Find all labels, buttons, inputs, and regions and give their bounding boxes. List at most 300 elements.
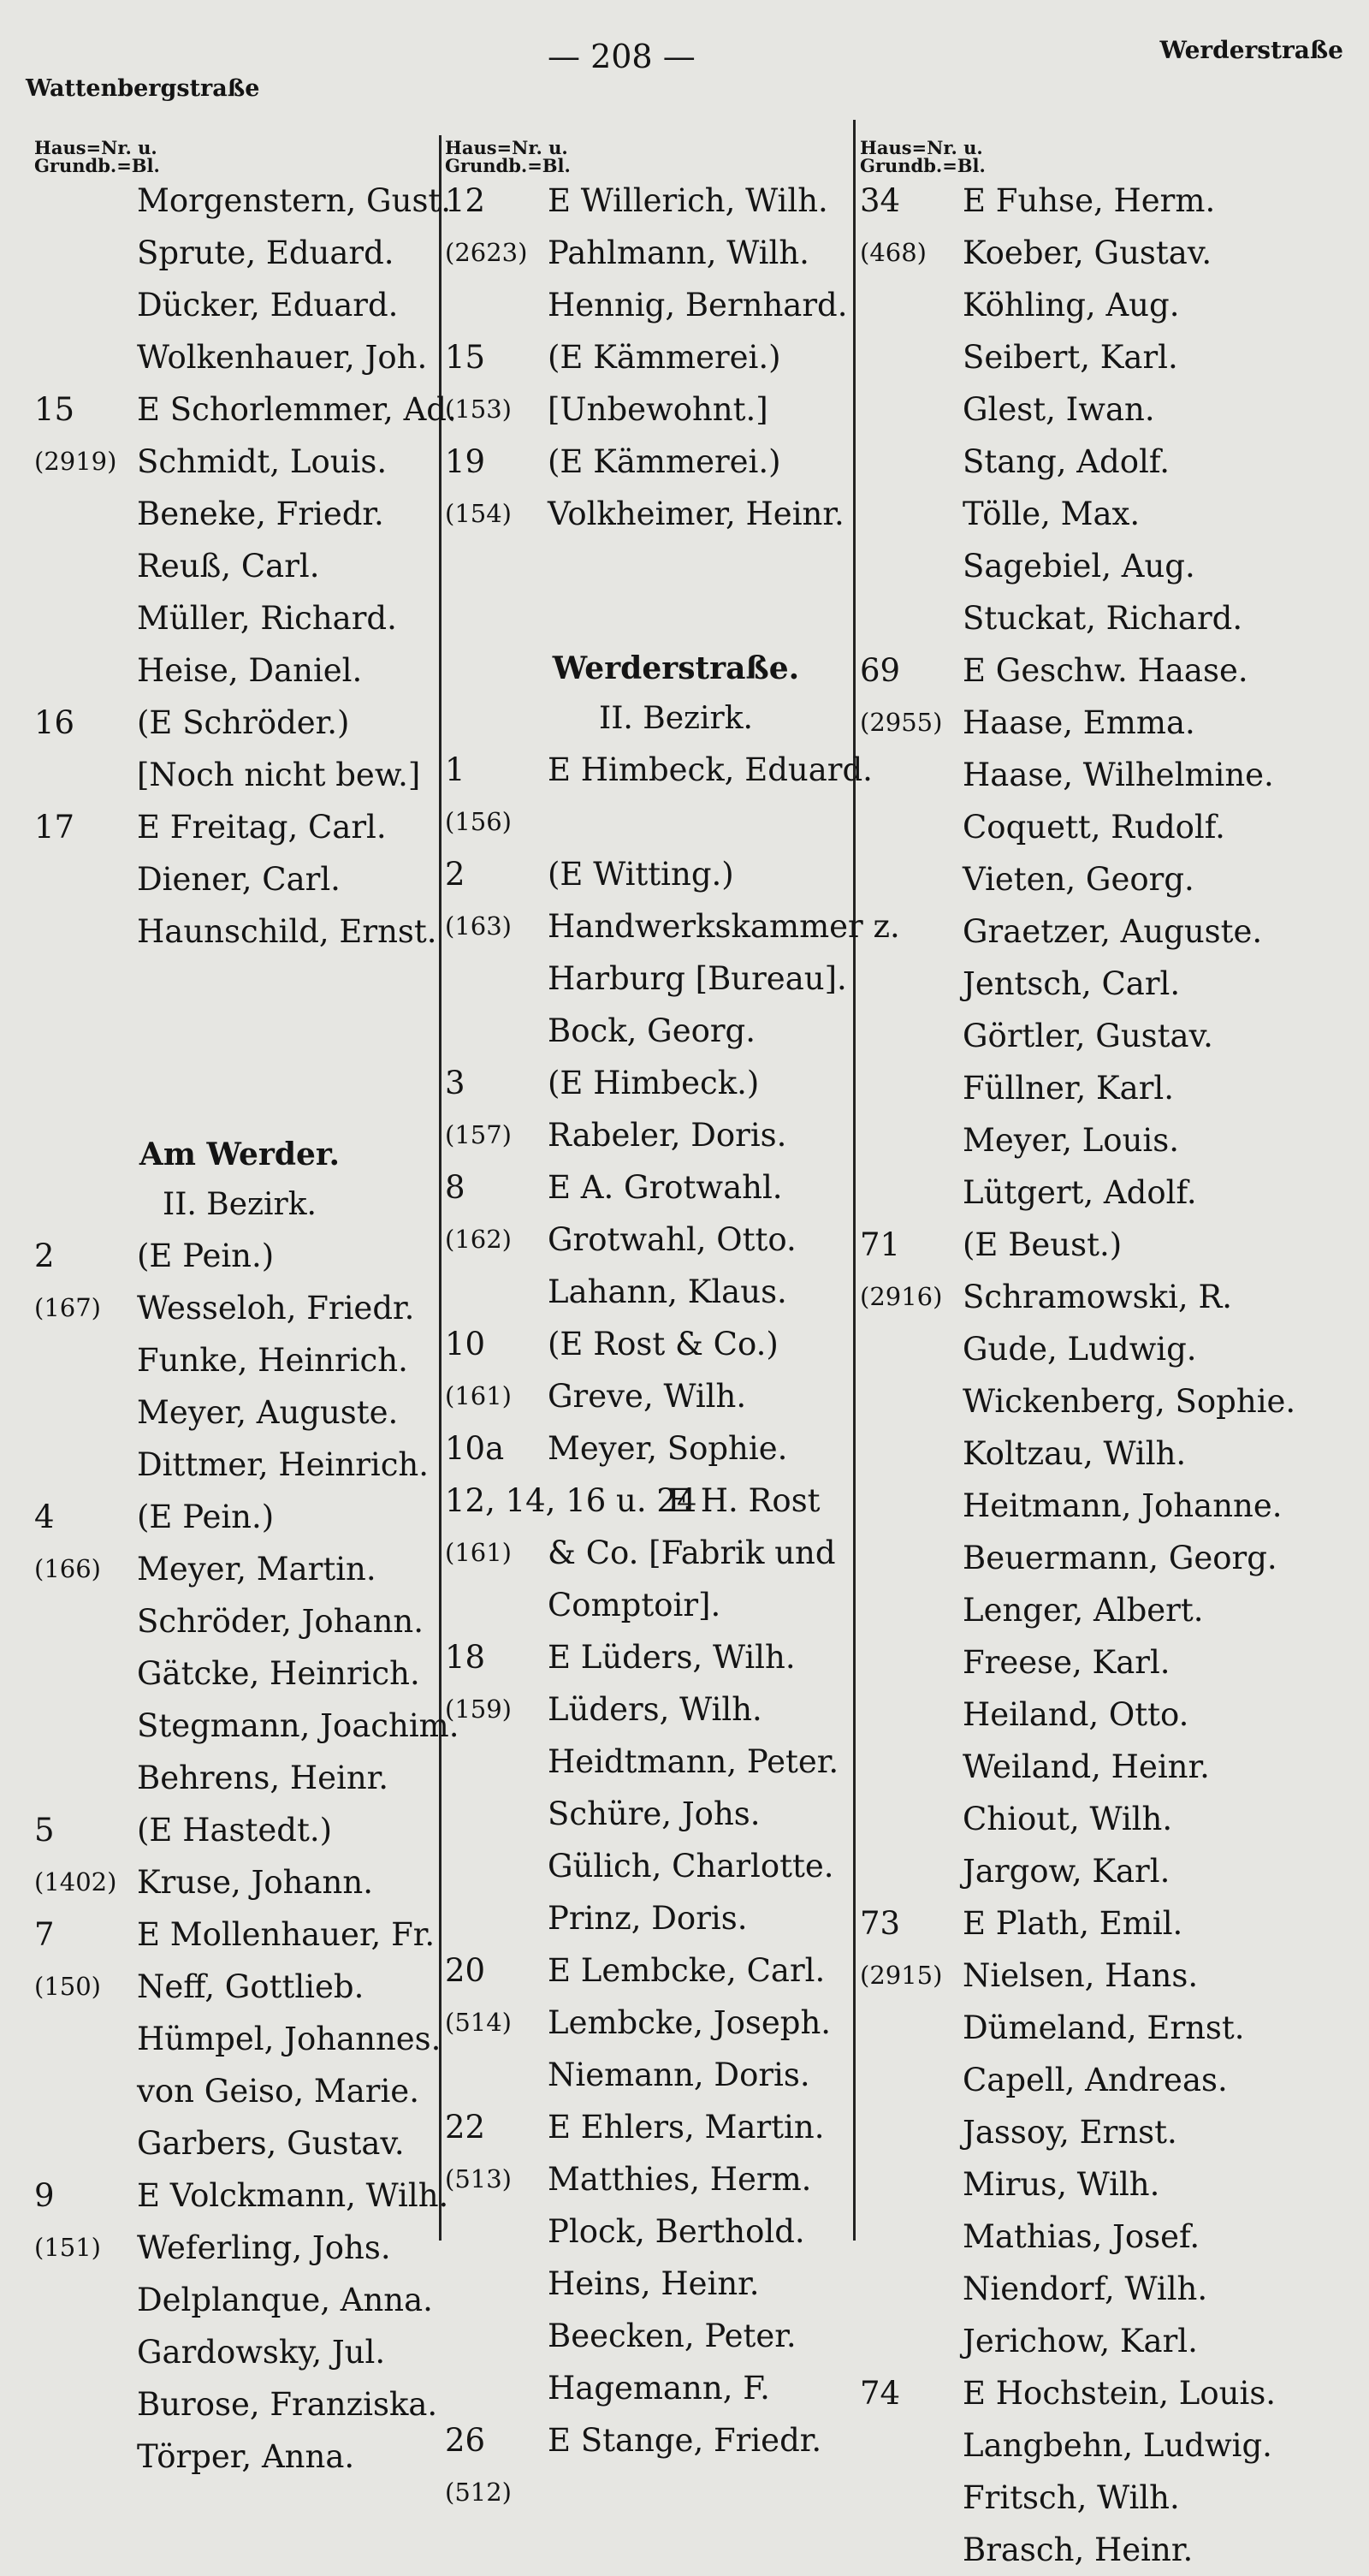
directory-entry [445, 1840, 907, 1892]
directory-entry [34, 1700, 459, 1752]
entry-text: Meyer, Martin. [137, 1551, 376, 1588]
entry-text: [Unbewohnt.] [548, 391, 768, 428]
entry-text: E Schorlemmer, Ad. [137, 391, 457, 428]
land-register-number: (151) [34, 2233, 101, 2262]
house-number: 8 [445, 1169, 465, 1206]
house-number: 69 [860, 652, 901, 689]
entry-text: Füllner, Karl. [963, 1070, 1175, 1107]
directory-entry [860, 853, 1365, 905]
entry-text: Sprute, Eduard. [137, 234, 394, 271]
house-number: 18 [445, 1639, 486, 1676]
directory-entry [860, 1271, 1365, 1323]
entry-text: E Ehlers, Martin. [548, 2109, 825, 2146]
entry-text: Gätcke, Heinrich. [137, 1655, 420, 1692]
directory-entry [34, 1334, 445, 1386]
directory-entry [445, 1422, 907, 1475]
land-register-number: (153) [445, 395, 512, 424]
land-register-number: (166) [34, 1554, 101, 1583]
entry-text: Chiout, Wilh. [963, 1801, 1173, 1837]
directory-entry [34, 2431, 445, 2483]
entry-text: Glest, Iwan. [963, 391, 1155, 428]
entry-text: (E Pein.) [137, 1499, 275, 1535]
directory-entry [445, 2049, 907, 2101]
entry-text: Haunschild, Ernst. [137, 913, 437, 950]
entry-text: Reuß, Carl. [137, 548, 320, 585]
directory-entry [445, 227, 907, 279]
directory-entry [34, 1282, 445, 1334]
directory-entry [445, 383, 907, 436]
directory-entry [34, 1752, 445, 1804]
directory-entry [860, 1532, 1365, 1584]
house-number: 16 [34, 704, 75, 741]
house-number: 34 [860, 182, 901, 219]
entry-text: Niemann, Doris. [548, 2057, 810, 2093]
directory-entry [860, 801, 1365, 853]
directory-entry [445, 900, 907, 953]
entry-text: E Plath, Emil. [963, 1905, 1183, 1942]
entry-list [34, 175, 457, 958]
entry-text: Greve, Wilh. [548, 1378, 747, 1415]
directory-entry [34, 2065, 445, 2117]
land-register-number: (2915) [860, 1961, 943, 1990]
entry-text: Lahann, Klaus. [548, 1273, 787, 1310]
land-register-number: (161) [445, 1381, 512, 1410]
directory-entry [34, 436, 445, 488]
directory-entry [34, 697, 445, 749]
directory-entry [34, 2117, 445, 2169]
entry-text: (E Pein.) [137, 1238, 275, 1274]
entry-list [445, 175, 907, 540]
directory-entry [445, 436, 907, 488]
directory-entry [34, 1908, 445, 1961]
entry-text: Kruse, Johann. [137, 1864, 373, 1901]
entry-text: (E Witting.) [548, 856, 734, 893]
entry-text: E Lembcke, Carl. [548, 1952, 826, 1989]
directory-entry [860, 540, 1365, 592]
entry-text: Gardowsky, Jul. [137, 2334, 386, 2371]
directory-entry [34, 1230, 445, 1282]
column-2 [445, 120, 907, 2519]
entry-text: Lembcke, Joseph. [548, 2004, 832, 2041]
directory-entry [34, 227, 445, 279]
directory-entry [445, 331, 907, 383]
directory-entry [860, 1114, 1365, 1166]
house-number: 26 [445, 2422, 486, 2459]
entry-text: Bock, Georg. [548, 1012, 756, 1049]
house-number: 7 [34, 1916, 55, 1953]
directory-entry [34, 1961, 445, 2013]
house-number: 5 [34, 1812, 55, 1849]
entry-text: Neff, Gottlieb. [137, 1968, 364, 2005]
directory-entry [34, 592, 445, 644]
directory-entry [860, 1950, 1365, 2002]
land-register-number: (154) [445, 499, 512, 528]
entry-text: Stuckat, Richard. [963, 600, 1243, 637]
directory-entry [34, 1647, 445, 1700]
directory-entry [445, 1005, 907, 1057]
entry-text: Harburg [Bureau]. [548, 960, 847, 997]
directory-entry [860, 1480, 1365, 1532]
entry-text: Gülich, Charlotte. [548, 1848, 834, 1885]
directory-entry [445, 2205, 907, 2258]
directory-entry [860, 2263, 1365, 2315]
directory-entry [34, 2222, 445, 2274]
directory-entry [34, 905, 445, 958]
section-title: Am Werder. [139, 1137, 341, 1172]
house-number: 74 [860, 2375, 901, 2412]
land-register-number: (150) [34, 1972, 101, 2001]
directory-entry [34, 749, 445, 801]
entry-text: (E Kämmerei.) [548, 339, 781, 376]
entry-text: Stang, Adolf. [963, 443, 1170, 480]
entry-text: Beuermann, Georg. [963, 1540, 1277, 1576]
entry-text: E Freitag, Carl. [137, 809, 387, 846]
entry-text: E Geschw. Haase. [963, 652, 1248, 689]
directory-entry [860, 2524, 1365, 2576]
directory-entry [34, 2378, 445, 2431]
directory-entry [445, 1997, 907, 2049]
directory-entry [445, 796, 907, 848]
directory-entry [860, 644, 1365, 697]
directory-entry [860, 227, 1365, 279]
directory-entry [445, 1318, 907, 1370]
directory-entry [445, 1788, 907, 1840]
house-number: 10a [445, 1430, 505, 1467]
entry-text: Schröder, Johann. [137, 1603, 424, 1640]
directory-entry [34, 1386, 445, 1439]
column-heading: Haus=Nr. u. Grundb.=Bl. [445, 137, 571, 176]
entry-text: Gude, Ludwig. [963, 1331, 1197, 1368]
entry-text: Dittmer, Heinrich. [137, 1446, 430, 1483]
directory-entry [445, 2362, 907, 2414]
house-number: 71 [860, 1226, 901, 1263]
entry-text: E Stange, Friedr. [548, 2422, 822, 2459]
directory-entry [860, 436, 1365, 488]
house-number: 15 [445, 339, 486, 376]
entry-text: Volkheimer, Heinr. [548, 496, 845, 532]
entry-text: Wolkenhauer, Joh. [137, 339, 428, 376]
directory-entry [445, 1579, 907, 1631]
house-number: 73 [860, 1905, 901, 1942]
entry-text: Capell, Andreas. [963, 2062, 1228, 2098]
entry-text: (E Hastedt.) [137, 1812, 333, 1849]
directory-entry [34, 1804, 445, 1856]
entry-text: Tölle, Max. [963, 496, 1141, 532]
entry-text: E A. Grotwahl. [548, 1169, 783, 1206]
directory-entry [445, 2414, 907, 2466]
directory-entry [445, 953, 907, 1005]
entry-text: Beneke, Friedr. [137, 496, 384, 532]
directory-entry [860, 331, 1365, 383]
entry-text: Freese, Karl. [963, 1644, 1170, 1681]
entry-text: E Fuhse, Herm. [963, 182, 1216, 219]
directory-entry [445, 1892, 907, 1944]
directory-entry [34, 331, 445, 383]
entry-text: Delplanque, Anna. [137, 2282, 433, 2318]
directory-entry [860, 1741, 1365, 1793]
entry-text: Garbers, Gustav. [137, 2125, 405, 2162]
directory-entry [34, 2274, 445, 2326]
land-register-number: (2919) [34, 447, 117, 476]
entry-text: Brasch, Heinr. [963, 2531, 1194, 2568]
entry-text: Heise, Daniel. [137, 652, 363, 689]
directory-entry [34, 853, 445, 905]
directory-entry [445, 2466, 907, 2519]
directory-entry [860, 2002, 1365, 2054]
entry-text: E Lüders, Wilh. [548, 1639, 796, 1676]
entry-text: (E Beust.) [963, 1226, 1123, 1263]
directory-entry [34, 1439, 445, 1491]
directory-entry [445, 1370, 907, 1422]
entry-text: Funke, Heinrich. [137, 1342, 408, 1379]
directory-entry [34, 488, 445, 540]
running-head-right: Werderstraße [1159, 36, 1343, 64]
directory-entry [445, 744, 907, 796]
directory-entry [445, 1527, 907, 1579]
entry-text: E Willerich, Wilh. [548, 182, 828, 219]
entry-text: Lüders, Wilh. [548, 1691, 762, 1728]
directory-entry [445, 1475, 907, 1527]
directory-entry [34, 1543, 445, 1595]
directory-entry [34, 2326, 445, 2378]
entry-text: E Mollenhauer, Fr. [137, 1916, 436, 1953]
entry-text: Nielsen, Hans. [963, 1957, 1199, 1994]
directory-entry [34, 2169, 449, 2222]
entry-text: Heiland, Otto. [963, 1696, 1189, 1733]
entry-text: Hagemann, F. [548, 2370, 770, 2407]
entry-text: Törper, Anna. [137, 2438, 355, 2475]
directory-entry [34, 1491, 445, 1543]
directory-entry [860, 383, 1365, 436]
directory-entry [445, 2101, 907, 2153]
entry-text: Wickenberg, Sophie. [963, 1383, 1296, 1420]
land-register-number: (157) [445, 1120, 512, 1149]
directory-entry [860, 1584, 1365, 1636]
directory-entry [34, 2013, 445, 2065]
entry-text: Schramowski, R. [963, 1279, 1233, 1315]
house-number: 1 [445, 751, 465, 788]
entry-text: Jentsch, Carl. [963, 965, 1181, 1002]
directory-entry [445, 1214, 907, 1266]
entry-text: Heidtmann, Peter. [548, 1743, 839, 1780]
directory-entry [445, 1057, 907, 1109]
entry-text: Comptoir]. [548, 1587, 721, 1623]
entry-text: (E Kämmerei.) [548, 443, 781, 480]
directory-entry [860, 1897, 1365, 1950]
entry-text: Plock, Berthold. [548, 2213, 805, 2250]
entry-text: Jassoy, Ernst. [963, 2114, 1177, 2151]
directory-entry [860, 1793, 1365, 1845]
entry-text: Seibert, Karl. [963, 339, 1178, 376]
directory-entry [34, 1595, 445, 1647]
directory-entry [860, 2106, 1365, 2158]
house-number: 3 [445, 1065, 465, 1101]
entry-text: Prinz, Doris. [548, 1900, 748, 1937]
entry-text: Haase, Emma. [963, 704, 1195, 741]
directory-entry [860, 1323, 1365, 1375]
section-title: Werderstraße. [552, 650, 800, 686]
directory-entry [860, 1166, 1365, 1219]
directory-entry [860, 279, 1365, 331]
entry-text: Schüre, Johs. [548, 1795, 761, 1832]
directory-entry [860, 697, 1365, 749]
entry-text: Matthies, Herm. [548, 2161, 812, 2198]
entry-text: Meyer, Sophie. [548, 1430, 788, 1467]
entry-text: Schmidt, Louis. [137, 443, 388, 480]
house-number: 4 [34, 1499, 55, 1535]
land-register-number: (514) [445, 2008, 512, 2037]
section-district: II. Bezirk. [598, 701, 754, 736]
entry-text: Lenger, Albert. [963, 1592, 1204, 1629]
entry-text: Rabeler, Doris. [548, 1117, 787, 1154]
directory-entry [34, 1856, 445, 1908]
house-number: 12, 14, 16 u. 24 [445, 1482, 697, 1519]
entry-text: Heitmann, Johanne. [963, 1487, 1283, 1524]
directory-entry [445, 1631, 907, 1683]
entry-text: E Himbeck, Eduard. [548, 751, 873, 788]
house-number: 19 [445, 443, 486, 480]
land-register-number: (159) [445, 1695, 512, 1724]
column-heading: Haus=Nr. u. Grundb.=Bl. [860, 137, 986, 176]
entry-text: Diener, Carl. [137, 861, 341, 898]
land-register-number: (2916) [860, 1282, 943, 1311]
entry-text: Haase, Wilhelmine. [963, 757, 1274, 793]
directory-entry [445, 175, 907, 227]
directory-entry [860, 2419, 1365, 2472]
land-register-number: (513) [445, 2164, 512, 2193]
entry-text: Dücker, Eduard. [137, 287, 399, 323]
column-1 [34, 120, 459, 2483]
house-number: 15 [34, 391, 75, 428]
entry-list [860, 175, 1365, 2576]
land-register-number: (156) [445, 807, 512, 836]
directory-entry [445, 848, 907, 900]
entry-text: E Volckmann, Wilh. [137, 2177, 449, 2214]
directory-entry [860, 905, 1365, 958]
entry-text: Jerichow, Karl. [963, 2323, 1198, 2359]
entry-text: Köhling, Aug. [963, 287, 1180, 323]
directory-entry [34, 644, 445, 697]
entry-text: [Noch nicht bew.] [137, 757, 421, 793]
entry-text: Müller, Richard. [137, 600, 397, 637]
house-number: 10 [445, 1326, 486, 1362]
entry-text: Behrens, Heinr. [137, 1760, 389, 1796]
directory-entry [860, 2315, 1365, 2367]
house-number: 2 [445, 856, 465, 893]
entry-text: Stegmann, Joachim. [137, 1707, 459, 1744]
entry-text: Mathias, Josef. [963, 2218, 1200, 2255]
entry-text: Wesseloh, Friedr. [137, 1290, 415, 1327]
directory-entry [860, 958, 1365, 1010]
directory-entry [34, 540, 445, 592]
entry-text: Heins, Heinr. [548, 2265, 760, 2302]
entry-text: Mirus, Wilh. [963, 2166, 1160, 2203]
directory-entry [445, 488, 907, 540]
directory-entry [34, 383, 457, 436]
directory-entry [860, 1375, 1365, 1427]
entry-text: Graetzer, Auguste. [963, 913, 1263, 950]
directory-entry [34, 279, 445, 331]
house-number: 20 [445, 1952, 486, 1989]
directory-entry [445, 1683, 907, 1736]
land-register-number: (1402) [34, 1867, 117, 1896]
entry-text: E Hochstein, Louis. [963, 2375, 1277, 2412]
directory-entry [860, 1219, 1365, 1271]
land-register-number: (161) [445, 1538, 512, 1567]
house-number: 17 [34, 809, 75, 846]
directory-entry [445, 1161, 907, 1214]
directory-entry [860, 2367, 1365, 2419]
entry-text: Handwerkskammer z. [548, 908, 900, 945]
land-register-number: (167) [34, 1293, 101, 1322]
directory-entry [860, 1062, 1365, 1114]
entry-text: Niendorf, Wilh. [963, 2270, 1208, 2307]
directory-entry [860, 2472, 1365, 2524]
entry-text: Koeber, Gustav. [963, 234, 1212, 271]
entry-text: Coquett, Rudolf. [963, 809, 1225, 846]
entry-list [445, 744, 907, 2519]
column-heading: Haus=Nr. u. Grundb.=Bl. [34, 137, 160, 176]
directory-entry [860, 1689, 1365, 1741]
land-register-number: (2623) [445, 238, 528, 267]
entry-text: Jargow, Karl. [963, 1853, 1170, 1890]
entry-text: Burose, Franziska. [137, 2386, 438, 2423]
directory-entry [445, 1736, 907, 1788]
house-number: 22 [445, 2109, 486, 2146]
entry-text: Sagebiel, Aug. [963, 548, 1195, 585]
house-number: 2 [34, 1238, 55, 1274]
directory-entry [860, 488, 1365, 540]
directory-entry [860, 749, 1365, 801]
directory-entry [445, 279, 907, 331]
entry-text: E H. Rost [667, 1482, 821, 1519]
entry-text: Görtler, Gustav. [963, 1018, 1213, 1054]
house-number: 12 [445, 182, 486, 219]
running-head-left: Wattenbergstraße [26, 75, 260, 102]
entry-text: Hennig, Bernhard. [548, 287, 848, 323]
land-register-number: (512) [445, 2478, 512, 2507]
directory-entry [445, 2153, 907, 2205]
directory-entry [445, 1944, 907, 1997]
entry-text: Weiland, Heinr. [963, 1748, 1210, 1785]
directory-entry [860, 592, 1365, 644]
directory-entry [445, 2258, 907, 2310]
directory-entry [34, 801, 445, 853]
entry-text: Hümpel, Johannes. [137, 2021, 442, 2057]
entry-text: Fritsch, Wilh. [963, 2479, 1180, 2516]
directory-entry [860, 2054, 1365, 2106]
entry-text: Beecken, Peter. [548, 2318, 797, 2354]
entry-text: Morgenstern, Gust. [137, 182, 452, 219]
entry-text: (E Himbeck.) [548, 1065, 760, 1101]
land-register-number: (468) [860, 238, 927, 267]
entry-text: & Co. [Fabrik und [548, 1534, 836, 1571]
directory-entry [445, 1266, 907, 1318]
land-register-number: (163) [445, 911, 512, 941]
column-3 [860, 120, 1365, 2576]
entry-text: Vieten, Georg. [963, 861, 1194, 898]
section-district: II. Bezirk. [162, 1187, 317, 1222]
entry-text: Pahlmann, Wilh. [548, 234, 809, 271]
entry-text: Langbehn, Ludwig. [963, 2427, 1272, 2464]
directory-entry [34, 175, 452, 227]
directory-entry [445, 1109, 907, 1161]
directory-entry [860, 1010, 1365, 1062]
directory-entry [860, 175, 1365, 227]
entry-text: Meyer, Louis. [963, 1122, 1179, 1159]
directory-entry [445, 2310, 907, 2362]
directory-entry [860, 1845, 1365, 1897]
